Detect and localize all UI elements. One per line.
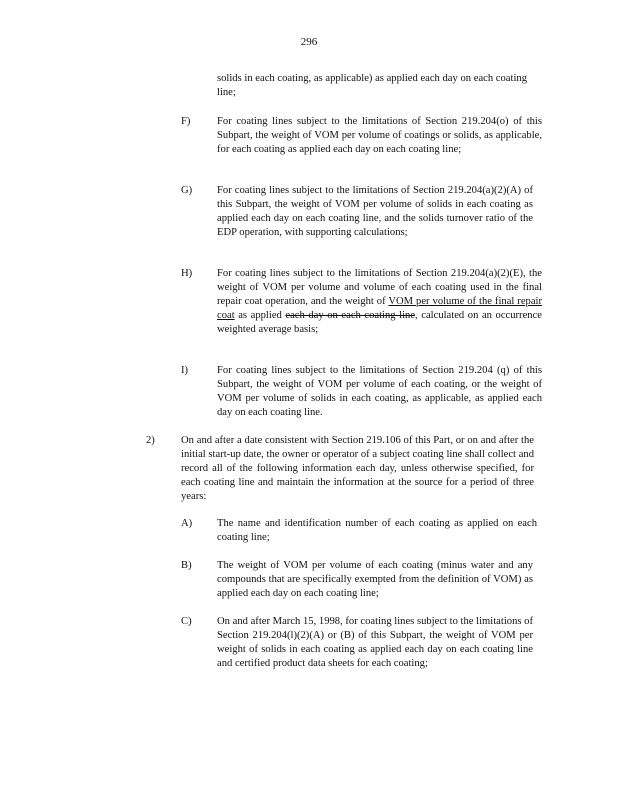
item-label-f: F) xyxy=(181,116,191,127)
item-label-g: G) xyxy=(181,185,193,196)
item-h-text xyxy=(217,267,542,337)
continuation-text xyxy=(217,72,527,100)
paragraph-2-text: On and after a date consistent with Section 219.106 of this Part, or on and after the initial start-up date, the owner or operator of a subject coating line shall collect and record all of the following information each day, unless otherwise specified, for each coating line and maintain the information at the source for a period of three years: xyxy=(181,435,534,502)
item-h-underlined-insertion: VOM per volume of the final repair coat xyxy=(217,295,542,321)
paragraph-label-2: 2) xyxy=(146,435,155,446)
item-label-i: I) xyxy=(181,365,189,376)
item-g-text: For coating lines subject to the limitations of Section 219.204(a)(2)(A) of this Subpart, the weight of VOM per volume of solids in each coating as applied each day on each coating line, and the solids turnover ratio of the EDP operation, with supporting calculations; xyxy=(217,185,533,238)
item-label-b: B) xyxy=(181,560,192,571)
page-number: 296 xyxy=(300,36,318,48)
item-b-text: The weight of VOM per volume of each coating (minus water and any compounds that are specifically exempted from the definition of VOM) as applied each day on each coating line; xyxy=(217,560,533,599)
item-c-text: On and after March 15, 1998, for coating lines subject to the limitations of Section 219.204(l)(2)(A) or (B) of this Subpart, the weight of VOM per weight of solids in each coating as applied each day on each coating line and certified product data sheets for each coating; xyxy=(217,616,533,669)
continuation-body: solids in each coating, as applicable) as applied each day on each coating line; xyxy=(217,73,527,98)
item-h-text-c: , calculated on an occurrence weighted average basis; xyxy=(217,309,542,335)
item-label-c: C) xyxy=(181,616,192,627)
item-label-a: A) xyxy=(181,518,193,529)
item-h-text-b: as applied xyxy=(238,309,282,321)
item-h-text-a: For coating lines subject to the limitations of Section 219.204(a)(2)(E), the weight of VOM per volume and volume of each coating used in the final repair coat operation, and the weight of xyxy=(217,268,542,307)
item-a-text: The name and identification number of each coating as applied on each coating line; xyxy=(217,518,537,543)
item-h-struck-deletion: each day on each coating line xyxy=(285,309,416,321)
item-f-text: For coating lines subject to the limitations of Section 219.204(o) of this Subpart, the weight of VOM per volume of coatings or solids, as applicable, for each coating as applied each day on each coating line; xyxy=(217,116,542,155)
item-i-text: For coating lines subject to the limitations of Section 219.204 (q) of this Subpart, the weight of VOM per volume of each coating, or the weight of VOM per volume of solids in each coating, as applicable, as applied each day on each coating line. xyxy=(217,365,542,418)
item-label-h: H) xyxy=(181,268,193,279)
